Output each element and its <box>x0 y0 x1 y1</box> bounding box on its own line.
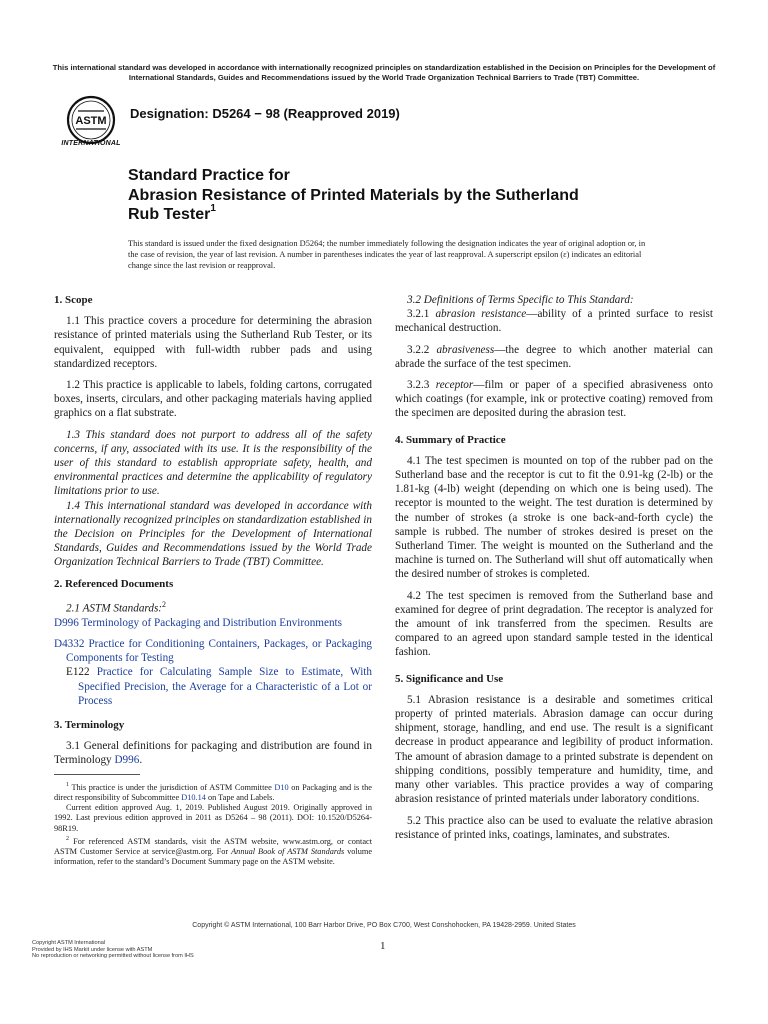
d996-link[interactable]: D996 <box>114 754 140 767</box>
ref-title-link[interactable]: Practice for Calculating Sample Size to Estimate, With Specified Precision, the Average for a Characteristic of a Lot or Process <box>78 666 373 707</box>
footnote-rule <box>54 774 140 775</box>
paragraph-3-1: 3.1 General definitions for packaging and distribution are found in Terminology D996. <box>54 740 372 767</box>
license-notice: Copyright ASTM International Provided by IHS Markit under license with ASTM No reproduction or networking permitted without license from IHS <box>32 940 194 960</box>
definition-3-2-1: 3.2.1 abrasion resistance—ability of a printed surface to resist mechanical destruction. <box>395 308 714 335</box>
definition-3-2-2: 3.2.2 abrasiveness—the degree to which another material can abrade the surface of the test specimen. <box>395 343 713 370</box>
copyright-footer: Copyright © ASTM International, 100 Barr Harbor Drive, PO Box C700, West Conshohocken, PA 19428-2959. United States <box>192 922 576 929</box>
svg-text:ASTM: ASTM <box>75 115 107 127</box>
paragraph-5-1: 5.1 Abrasion resistance is a desirable and sometimes critical property of printed materials. Abrasion damage can occur during shipment, storage, handling, and end use. The result is a significant decrease in product appearance and legibility of product information. The amount of abrasion damage to a printed substrate is dependent on shipping conditions, possibly temperature and humidity, time, and many other variables. This practice provides a way of comparing abrasion resistance of printed materials under laboratory conditions. <box>395 693 713 806</box>
section-heading-summary: 4. Summary of Practice <box>395 433 506 446</box>
paragraph-4-2: 4.2 The test specimen is removed from the Sutherland base and examined for degree of print degradation. The receptor is analyzed for the amount of ink transferred from the specimen. Results are compared to an agreed upon standard sample tested in the identical fashion. <box>395 589 713 659</box>
reference-d4332 <box>54 637 372 665</box>
section-heading-significance: 5. Significance and Use <box>395 672 504 685</box>
definition-3-2-3: 3.2.3 receptor—film or paper of a specified abrasiveness onto which coatings (for example, ink or protective coating) removed from the specimen are deposited during the abrasion test. <box>395 379 714 420</box>
footnote-1: $^1$ This practice is under the jurisdiction of ASTM Committee D10 on Packaging and is the direct responsibility of Subcommittee D10.14 on Tape and Labels. <box>54 782 372 802</box>
logo-caption: INTERNATIONAL <box>61 140 121 147</box>
title-line-2: Abrasion Resistance of Printed Materials by the Sutherland <box>128 186 579 204</box>
right-column <box>395 293 713 842</box>
paragraph-1-3: 1.3 This standard does not purport to address all of the safety concerns, if any, associated with its use. It is the responsibility of the user of this standard to establish appropriate safety, health, and environmental practices and determine the applicability of regulatory limitations prior to use. <box>54 428 372 498</box>
reference-d996 <box>54 616 372 630</box>
d10-link[interactable]: D10 <box>274 782 289 792</box>
left-column <box>54 293 372 768</box>
page-number: 1 <box>380 940 386 952</box>
standard-intro: This standard is issued under the fixed designation D5264; the number immediately following the designation indicates the year of original adoption or, in the case of revision, the year of last revision. A number in parentheses indicates the year of last reapproval. A superscript epsilon (ε) indicates an editorial change since the last revision or reapproval. <box>128 239 646 270</box>
ref-title-link[interactable]: Terminology of Packaging and Distribution Environments <box>81 616 343 629</box>
paragraph-5-2: 5.2 This practice also can be used to evaluate the relative abrasion resistance of printed inks, coatings, laminates, and substrates. <box>395 814 713 841</box>
footnote-1-edition: Current edition approved Aug. 1, 2019. Published August 2019. Originally approved in 1992. Last previous edition approved in 2011 as D5264 – 98 (2011). DOI: 10.1520/D5264-98R19. <box>54 803 372 833</box>
paragraph-1-1: 1.1 This practice covers a procedure for determining the abrasion resistance of printed materials using the Sutherland Rub Tester, or its equivalent, equipped with full-width rubber pads and using standardized receptors. <box>54 315 372 370</box>
wto-notice: This international standard was developed in accordance with internationally recognized principles on standardization established in the Decision on Principles for the Development of International Standards, Guides and Recommendations issued by the World Trade Organization Technical Barriers to Trade (TBT) Committee. <box>52 63 716 82</box>
document-title <box>128 166 688 225</box>
astm-standards-label: 2.1 ASTM Standards:$^2$ <box>66 599 167 615</box>
paragraph-4-1: 4.1 The test specimen is mounted on top of the rubber pad on the Sutherland base and the receptor is cut to fit the 0.91-kg (2-lb) or the 1.81-kg (4-lb) weight (depending on which one is being used). The receptor is mounted to the weight. The test duration is determined by the number of strokes (a stroke is one back-and-forth cycle) the sample is rubbed. The number of strokes desired is preset on the Sutherland Timer. The weight is mounted on the Sutherland and the machine is turned on. The Sutherland will shut off automatically when the desired number of strokes is completed. <box>395 454 713 581</box>
title-line-3: Rub Tester <box>128 206 211 223</box>
ref-code-link[interactable]: D4332 <box>54 638 85 650</box>
section-heading-terminology: 3. Terminology <box>54 719 125 732</box>
designation: Designation: D5264 − 98 (Reapproved 2019) <box>130 106 400 121</box>
section-heading-scope: 1. Scope <box>54 294 93 306</box>
title-line-1: Standard Practice for <box>128 167 290 184</box>
title-footnote-mark: 1 <box>210 203 216 214</box>
footnote-2: $^2$ For referenced ASTM standards, visit the ASTM website, www.astm.org, or contact ASTM Customer Service at service@astm.org. For Annual Book of ASTM Standards volume information, refer to the standard’s Document Summary page on the ASTM website. <box>54 835 373 866</box>
paragraph-1-2: 1.2 This practice is applicable to labels, folding cartons, corrugated boxes, inserts, circulars, and other packaging materials having applied graphics on a flat substrate. <box>54 379 372 420</box>
ref-code: E122 <box>66 666 90 679</box>
paragraph-1-4: 1.4 This international standard was developed in accordance with internationally recognized principles on standardization established in the Decision on Principles for the Development of International Standards, Guides and Recommendations issued by the World Trade Organization Technical Barriers to Trade (TBT) Committee. <box>54 499 372 569</box>
reference-e122 <box>54 665 372 708</box>
d10-14-link[interactable]: D10.14 <box>181 792 206 802</box>
ref-code-link[interactable]: D996 <box>54 616 79 629</box>
definitions-heading: 3.2 Definitions of Terms Specific to This Standard: <box>407 294 634 306</box>
footnotes <box>54 780 372 867</box>
ref-title-link[interactable]: Practice for Conditioning Containers, Packages, or Packaging Components for Testing <box>66 638 373 665</box>
section-heading-referenced-documents: 2. Referenced Documents <box>54 577 174 590</box>
